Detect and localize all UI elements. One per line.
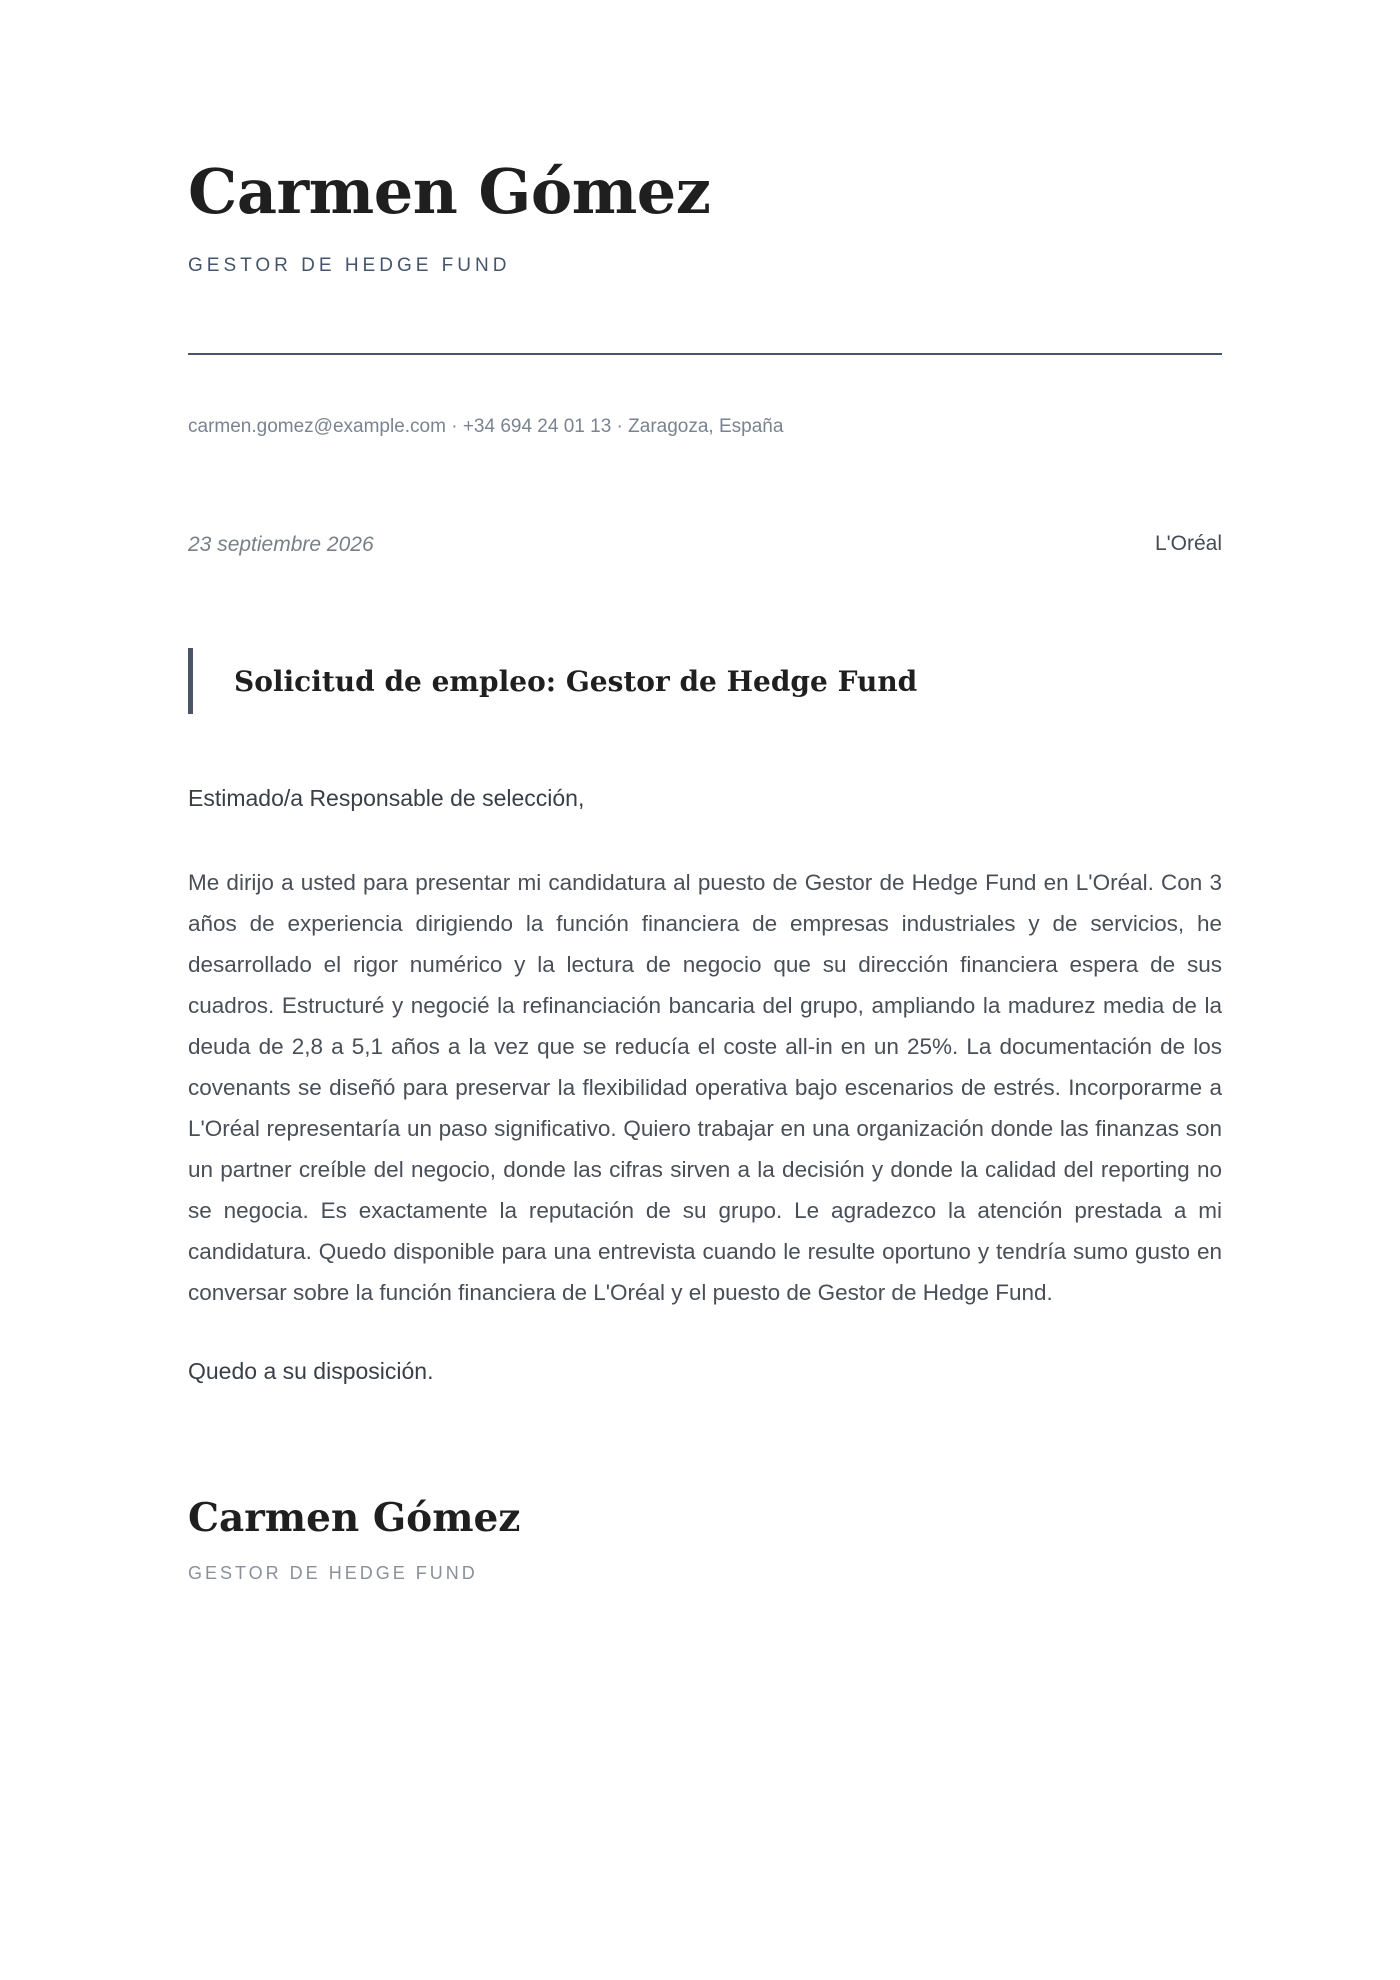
letter-date: 23 septiembre 2026 — [188, 533, 374, 556]
applicant-name: Carmen Gómez — [188, 155, 711, 228]
signature-role: GESTOR DE HEDGE FUND — [188, 1563, 478, 1583]
letter-subject: Solicitud de empleo: Gestor de Hedge Fund — [234, 664, 918, 698]
recipient-company: L'Oréal — [1154, 532, 1222, 555]
signature-name: Carmen Gómez — [188, 1495, 521, 1541]
salutation: Estimado/a Responsable de selección, — [188, 785, 585, 811]
applicant-role: GESTOR DE HEDGE FUND — [188, 255, 511, 276]
header-divider — [188, 353, 1222, 355]
subject-block — [188, 648, 917, 714]
contact-line: carmen.gomez@example.com · +34 694 24 01 13 · Zaragoza, España — [188, 416, 784, 437]
closing: Quedo a su disposición. — [188, 1358, 434, 1384]
letter-body: Me dirijo a usted para presentar mi candidatura al puesto de Gestor de Hedge Fund en L'Oréal. Con 3 años de experiencia dirigiendo la función financiera de empresas industriales y de servicios, he desarrollado el rigor numérico y la lectura de negocio que su dirección financiera espera de sus cuadros. Estructuré y negocié la refinanciación bancaria del grupo, ampliando la madurez media de la deuda de 2,8 a 5,1 años a la vez que se reducía el coste all-in en un 25%. La documentación de los covenants se diseñó para preservar la flexibilidad operativa bajo escenarios de estrés. Incorporarme a L'Oréal representaría un paso significativo. Quiero trabajar en una organización donde las finanzas son un partner creíble del negocio, donde las cifras sirven a la decisión y donde la calidad del reporting no se negocia. Es exactamente la reputación de su grupo. Le agradezco la atención prestada a mi candidatura. Quedo disponible para una entrevista cuando le resulte oportuno y tendría sumo gusto en conversar sobre la función financiera de L'Oréal y el puesto de Gestor de Hedge Fund. — [188, 870, 1222, 1305]
